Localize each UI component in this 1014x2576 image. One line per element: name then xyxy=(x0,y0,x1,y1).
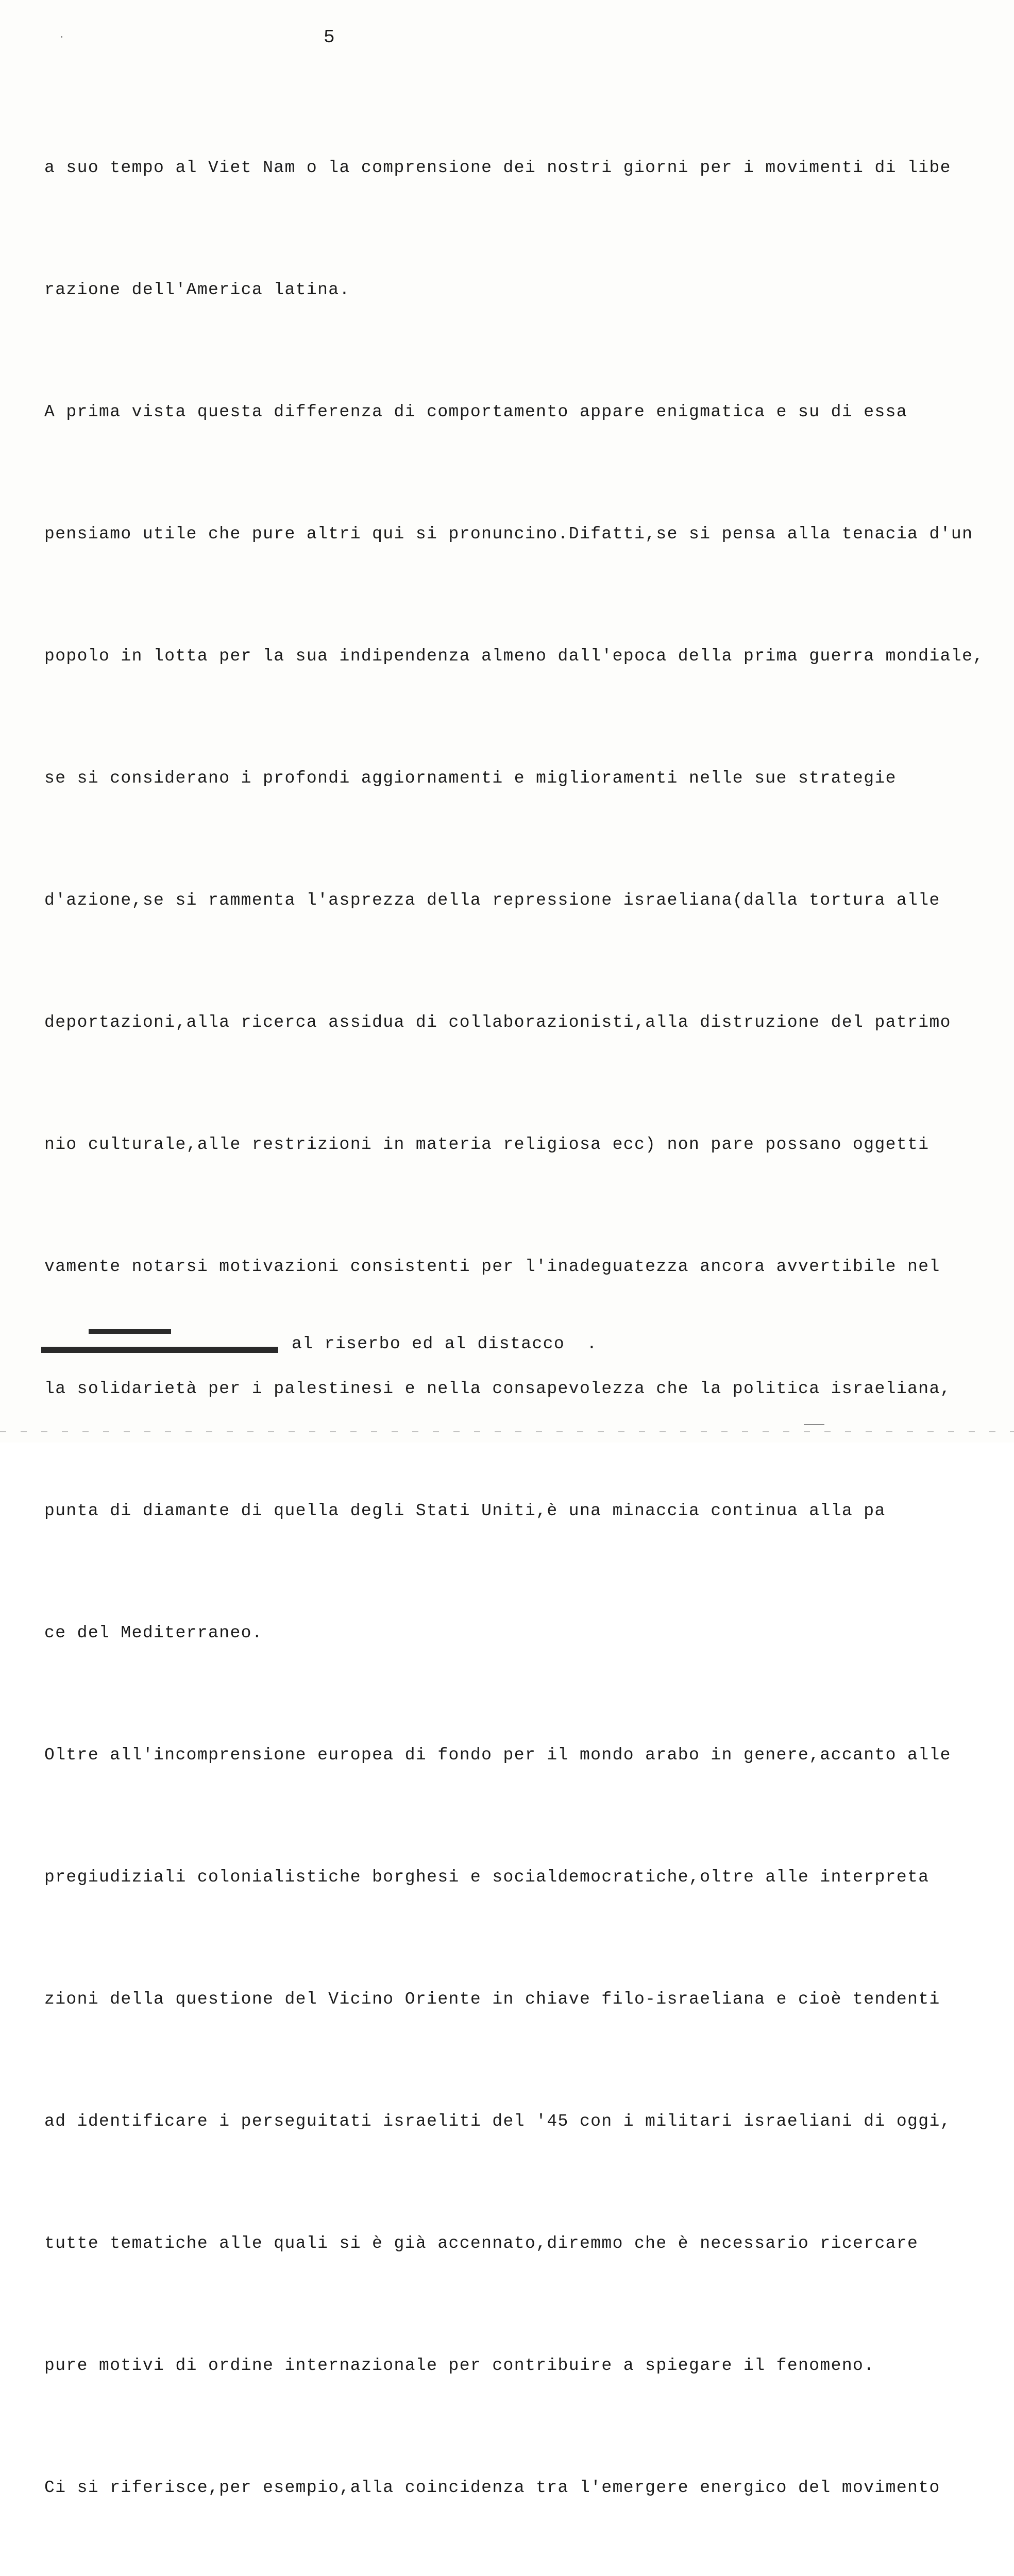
text-line: deportazioni,alla ricerca assidua di collaborazionisti,alla distruzione del patrimo xyxy=(44,1013,951,1032)
text-line: nio culturale,alle restrizioni in materia religiosa ecc) non pare possano oggetti xyxy=(44,1135,930,1154)
body-text xyxy=(44,66,1003,2576)
text-line: se si considerano i profondi aggiornamenti e miglioramenti nelle sue strategie xyxy=(44,769,897,788)
text-line: ad identificare i perseguitati israeliti del '45 con i militari israeliani di oggi, xyxy=(44,2112,951,2131)
scan-speck xyxy=(61,36,62,38)
text-line: popolo in lotta per la sua indipendenza almeno dall'epoca della prima guerra mondiale, xyxy=(44,647,984,666)
final-line: al riserbo ed al distacco . xyxy=(292,1334,598,1353)
text-line: d'azione,se si rammenta l'asprezza della repressione israeliana(dalla tortura alle xyxy=(44,891,940,910)
text-line: razione dell'America latina. xyxy=(44,280,350,299)
text-line: la solidarietà per i palestinesi e nella consapevolezza che la politica israeliana, xyxy=(44,1379,951,1398)
scan-edge xyxy=(0,1431,1014,1432)
text-line: pregiudiziali colonialistiche borghesi e socialdemocratiche,oltre alle interpreta xyxy=(44,1868,930,1887)
text-line: Ci si riferisce,per esempio,alla coincidenza tra l'emergere energico del movimento xyxy=(44,2478,940,2497)
text-line: vamente notarsi motivazioni consistenti per l'inadeguatezza ancora avvertibile nel xyxy=(44,1257,940,1276)
text-line: ce del Mediterraneo. xyxy=(44,1623,263,1642)
scan-speck xyxy=(804,1424,824,1425)
strike-mark xyxy=(89,1329,171,1334)
text-line: a suo tempo al Viet Nam o la comprensione dei nostri giorni per i movimenti di libe xyxy=(44,158,951,177)
page-number: 5 xyxy=(324,27,335,48)
text-line: Oltre all'incomprensione europea di fondo per il mondo arabo in genere,accanto alle xyxy=(44,1745,951,1765)
text-line: zioni della questione del Vicino Oriente in chiave filo-israeliana e cioè tendenti xyxy=(44,1990,940,2009)
text-line: tutte tematiche alle quali si è già accennato,diremmo che è necessario ricercare xyxy=(44,2234,919,2253)
strike-mark xyxy=(41,1347,278,1353)
text-line: A prima vista questa differenza di comportamento appare enigmatica e su di essa xyxy=(44,402,908,421)
text-line: punta di diamante di quella degli Stati Uniti,è una minaccia continua alla pa xyxy=(44,1501,886,1520)
struck-out-text xyxy=(41,1326,283,1357)
text-line: pure motivi di ordine internazionale per contribuire a spiegare il fenomeno. xyxy=(44,2356,875,2375)
text-line: pensiamo utile che pure altri qui si pronuncino.Difatti,se si pensa alla tenacia d'un xyxy=(44,524,973,544)
